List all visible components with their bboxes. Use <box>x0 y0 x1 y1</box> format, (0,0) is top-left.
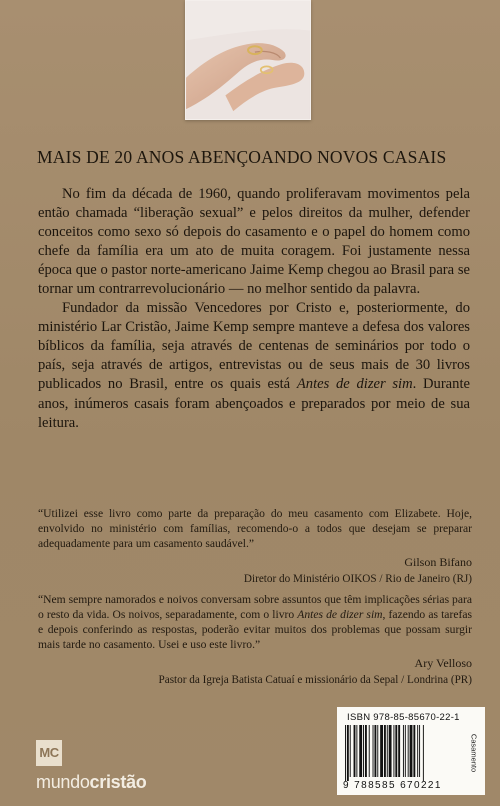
testimonial-1-text: “Utilizei esse livro como parte da preparação do meu casamento com Elizabete. Hoje, envolvido no ministério com famílias, recomendo-o a todos que desejam se preparar adequadamente para um casamento saudável.” <box>38 507 472 550</box>
barcode-stripe <box>350 725 351 777</box>
hands-with-ring-illustration <box>186 1 310 119</box>
testimonial-2-text-start: “Nem sempre namorados e noivos conversam sobre assuntos que têm implicações sérias para o resto da vida. Os noivos, separadamente, com o livro <box>38 593 472 621</box>
barcode-stripe <box>365 725 367 777</box>
publisher-name <box>36 772 146 793</box>
body-paragraph-2-start: Fundador da missão Vencedores por Cristo e, posteriormente, do ministério Lar Cristão, Jaime Kemp sempre manteve a defesa dos valores bíblicos da família, seja através de centenas de seminários por todo o país, seja através de artigos, entrevistas ou de seus mais de 30 livros publicados no Brasil, entre os quais está <box>38 300 470 393</box>
body-text <box>38 185 470 433</box>
testimonial-2-text <box>38 593 472 653</box>
body-paragraph-2 <box>38 299 470 432</box>
headline: MAIS DE 20 ANOS ABENÇOANDO NOVOS CASAIS <box>37 147 447 167</box>
barcode-stripe <box>410 725 413 777</box>
barcode-stripe <box>347 725 349 781</box>
barcode-stripe <box>374 725 376 777</box>
category-text: Casamento <box>469 733 479 773</box>
barcode-digits: 9 788585 670221 <box>343 780 442 791</box>
barcode-panel <box>337 707 485 795</box>
barcode-stripe <box>387 725 388 777</box>
barcode-stripe <box>389 725 392 777</box>
testimonial-2-text-end: , fazendo as tarefas e depois conferindo as respostas, poderão evitar muitos dos problemas que possam surgir mais tarde no casamento. Usei e uso este livro.” <box>38 607 472 651</box>
barcode-stripe <box>356 725 357 777</box>
barcode-stripe <box>363 725 364 777</box>
barcode-stripe <box>403 725 404 777</box>
barcode-stripe <box>354 725 356 777</box>
barcode-stripe <box>373 725 374 777</box>
publisher-name-bold: cristão <box>89 772 147 792</box>
body-paragraph-1: No fim da década de 1960, quando proliferavam movimentos pela então chamada “liberação sexual” e pelos direitos da mulher, defender conceitos como sexo só depois do casamento e o papel do homem como chefe da família era um ato de muita coragem. Foi justamente nessa época que o pastor norte-americano Jaime Kemp chegou ao Brasil para se tornar um contrarrevolucionário — no melhor sentido da palavra. <box>38 186 470 298</box>
publisher-logo <box>36 740 146 793</box>
barcode-stripe <box>384 725 386 777</box>
barcode-stripe <box>405 725 406 777</box>
category-label <box>469 721 479 785</box>
barcode-stripe <box>393 725 394 777</box>
barcode-stripe <box>423 725 424 781</box>
barcode-stripe <box>419 725 420 777</box>
publisher-logo-mark: MC <box>36 740 62 766</box>
testimonial-1 <box>38 507 472 587</box>
book-title: Antes de dizer sim <box>296 376 413 393</box>
publisher-name-light: mundo <box>36 772 90 792</box>
barcode-stripe <box>380 725 383 777</box>
body-paragraph-2-end: . Durante anos, inúmeros casais foram abençoados e preparados por meio de sua leitura. <box>38 376 470 431</box>
barcode-stripe <box>369 725 370 777</box>
cover-photo-wedding-rings <box>185 0 311 120</box>
barcode-stripe <box>359 725 362 777</box>
testimonial-2-author: Ary Velloso <box>414 655 472 670</box>
barcode-bars <box>345 725 463 781</box>
barcode-stripe <box>413 725 415 777</box>
testimonial-2-book-title: Antes de dizer sim <box>297 607 383 621</box>
isbn-label: ISBN 978-85-85670-22-1 <box>347 712 460 723</box>
testimonial-1-author: Gilson Bifano <box>404 554 472 569</box>
testimonial-1-role: Diretor do Ministério OIKOS / Rio de Janeiro (RJ) <box>243 572 472 585</box>
barcode-stripe <box>395 725 397 777</box>
barcode-stripe <box>417 725 418 777</box>
barcode-stripe <box>408 725 409 777</box>
barcode-stripe <box>377 725 378 777</box>
testimonial-2 <box>38 593 472 687</box>
barcode-stripe <box>345 725 346 781</box>
testimonial-2-role: Pastor da Igreja Batista Catuaí e missionário da Sepal / Londrina (PR) <box>158 673 472 686</box>
barcode-stripe <box>398 725 400 777</box>
